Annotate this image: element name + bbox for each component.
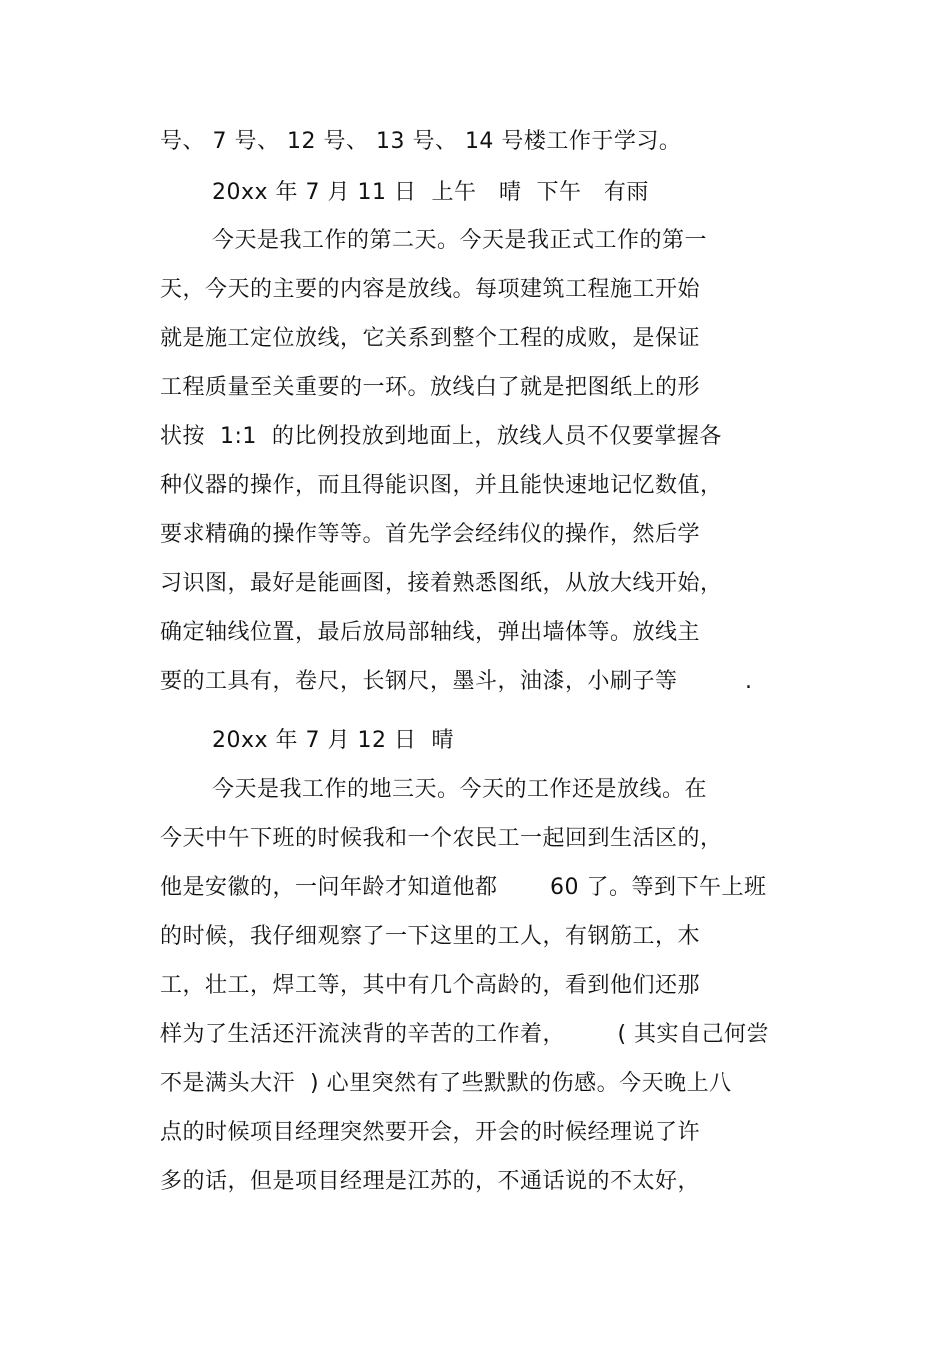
diary-date-heading: 20xx 年 7 月 12 日 晴 [212, 728, 454, 753]
text-line: 不是满头大汗 ) 心里突然有了些默默的伤感。今天晚上八 [160, 1071, 732, 1096]
diary-date-heading: 20xx 年 7 月 11 日 上午 晴 下午 有雨 [212, 180, 649, 205]
text-line: 状按 1:1 的比例投放到地面上，放线人员不仅要掌握各 [160, 424, 722, 449]
text-line: 就是施工定位放线，它关系到整个工程的成败，是保证 [160, 326, 701, 351]
text-line: 今天中午下班的时候我和一个农民工一起回到生活区的， [160, 826, 723, 851]
text-line: 他是安徽的，一问年龄才知道他都 60 了。等到下午上班 [160, 875, 767, 900]
text-line: 天，今天的主要的内容是放线。每项建筑工程施工开始 [160, 277, 701, 302]
text-line: 要的工具有，卷尺，长钢尺，墨斗，油漆，小刷子等 . [160, 669, 753, 694]
text-line: 点的时候项目经理突然要开会，开会的时候经理说了许 [160, 1120, 701, 1145]
text-line: 多的话，但是项目经理是江苏的，不通话说的不太好， [160, 1169, 701, 1194]
text-line: 样为了生活还汗流浃背的辛苦的工作着， ( 其实自己何尝 [160, 1022, 770, 1047]
text-line: 号、 7 号、 12 号、 13 号、 14 号楼工作于学习。 [160, 129, 682, 154]
text-line: 要求精确的操作等等。首先学会经纬仪的操作，然后学 [160, 522, 701, 547]
text-line: 的时候，我仔细观察了一下这里的工人，有钢筋工，木 [160, 924, 701, 949]
text-line: 种仪器的操作，而且得能识图，并且能快速地记忆数值， [160, 473, 723, 498]
text-line: 工程质量至关重要的一环。放线白了就是把图纸上的形 [160, 375, 701, 400]
text-line: 习识图，最好是能画图，接着熟悉图纸，从放大线开始， [160, 571, 723, 596]
text-line: 确定轴线位置，最后放局部轴线，弹出墙体等。放线主 [160, 620, 701, 645]
text-line: 工，壮工，焊工等，其中有几个高龄的，看到他们还那 [160, 973, 701, 998]
text-line: 今天是我工作的第二天。今天是我正式工作的第一 [212, 228, 708, 253]
text-line: 今天是我工作的地三天。今天的工作还是放线。在 [212, 777, 708, 802]
